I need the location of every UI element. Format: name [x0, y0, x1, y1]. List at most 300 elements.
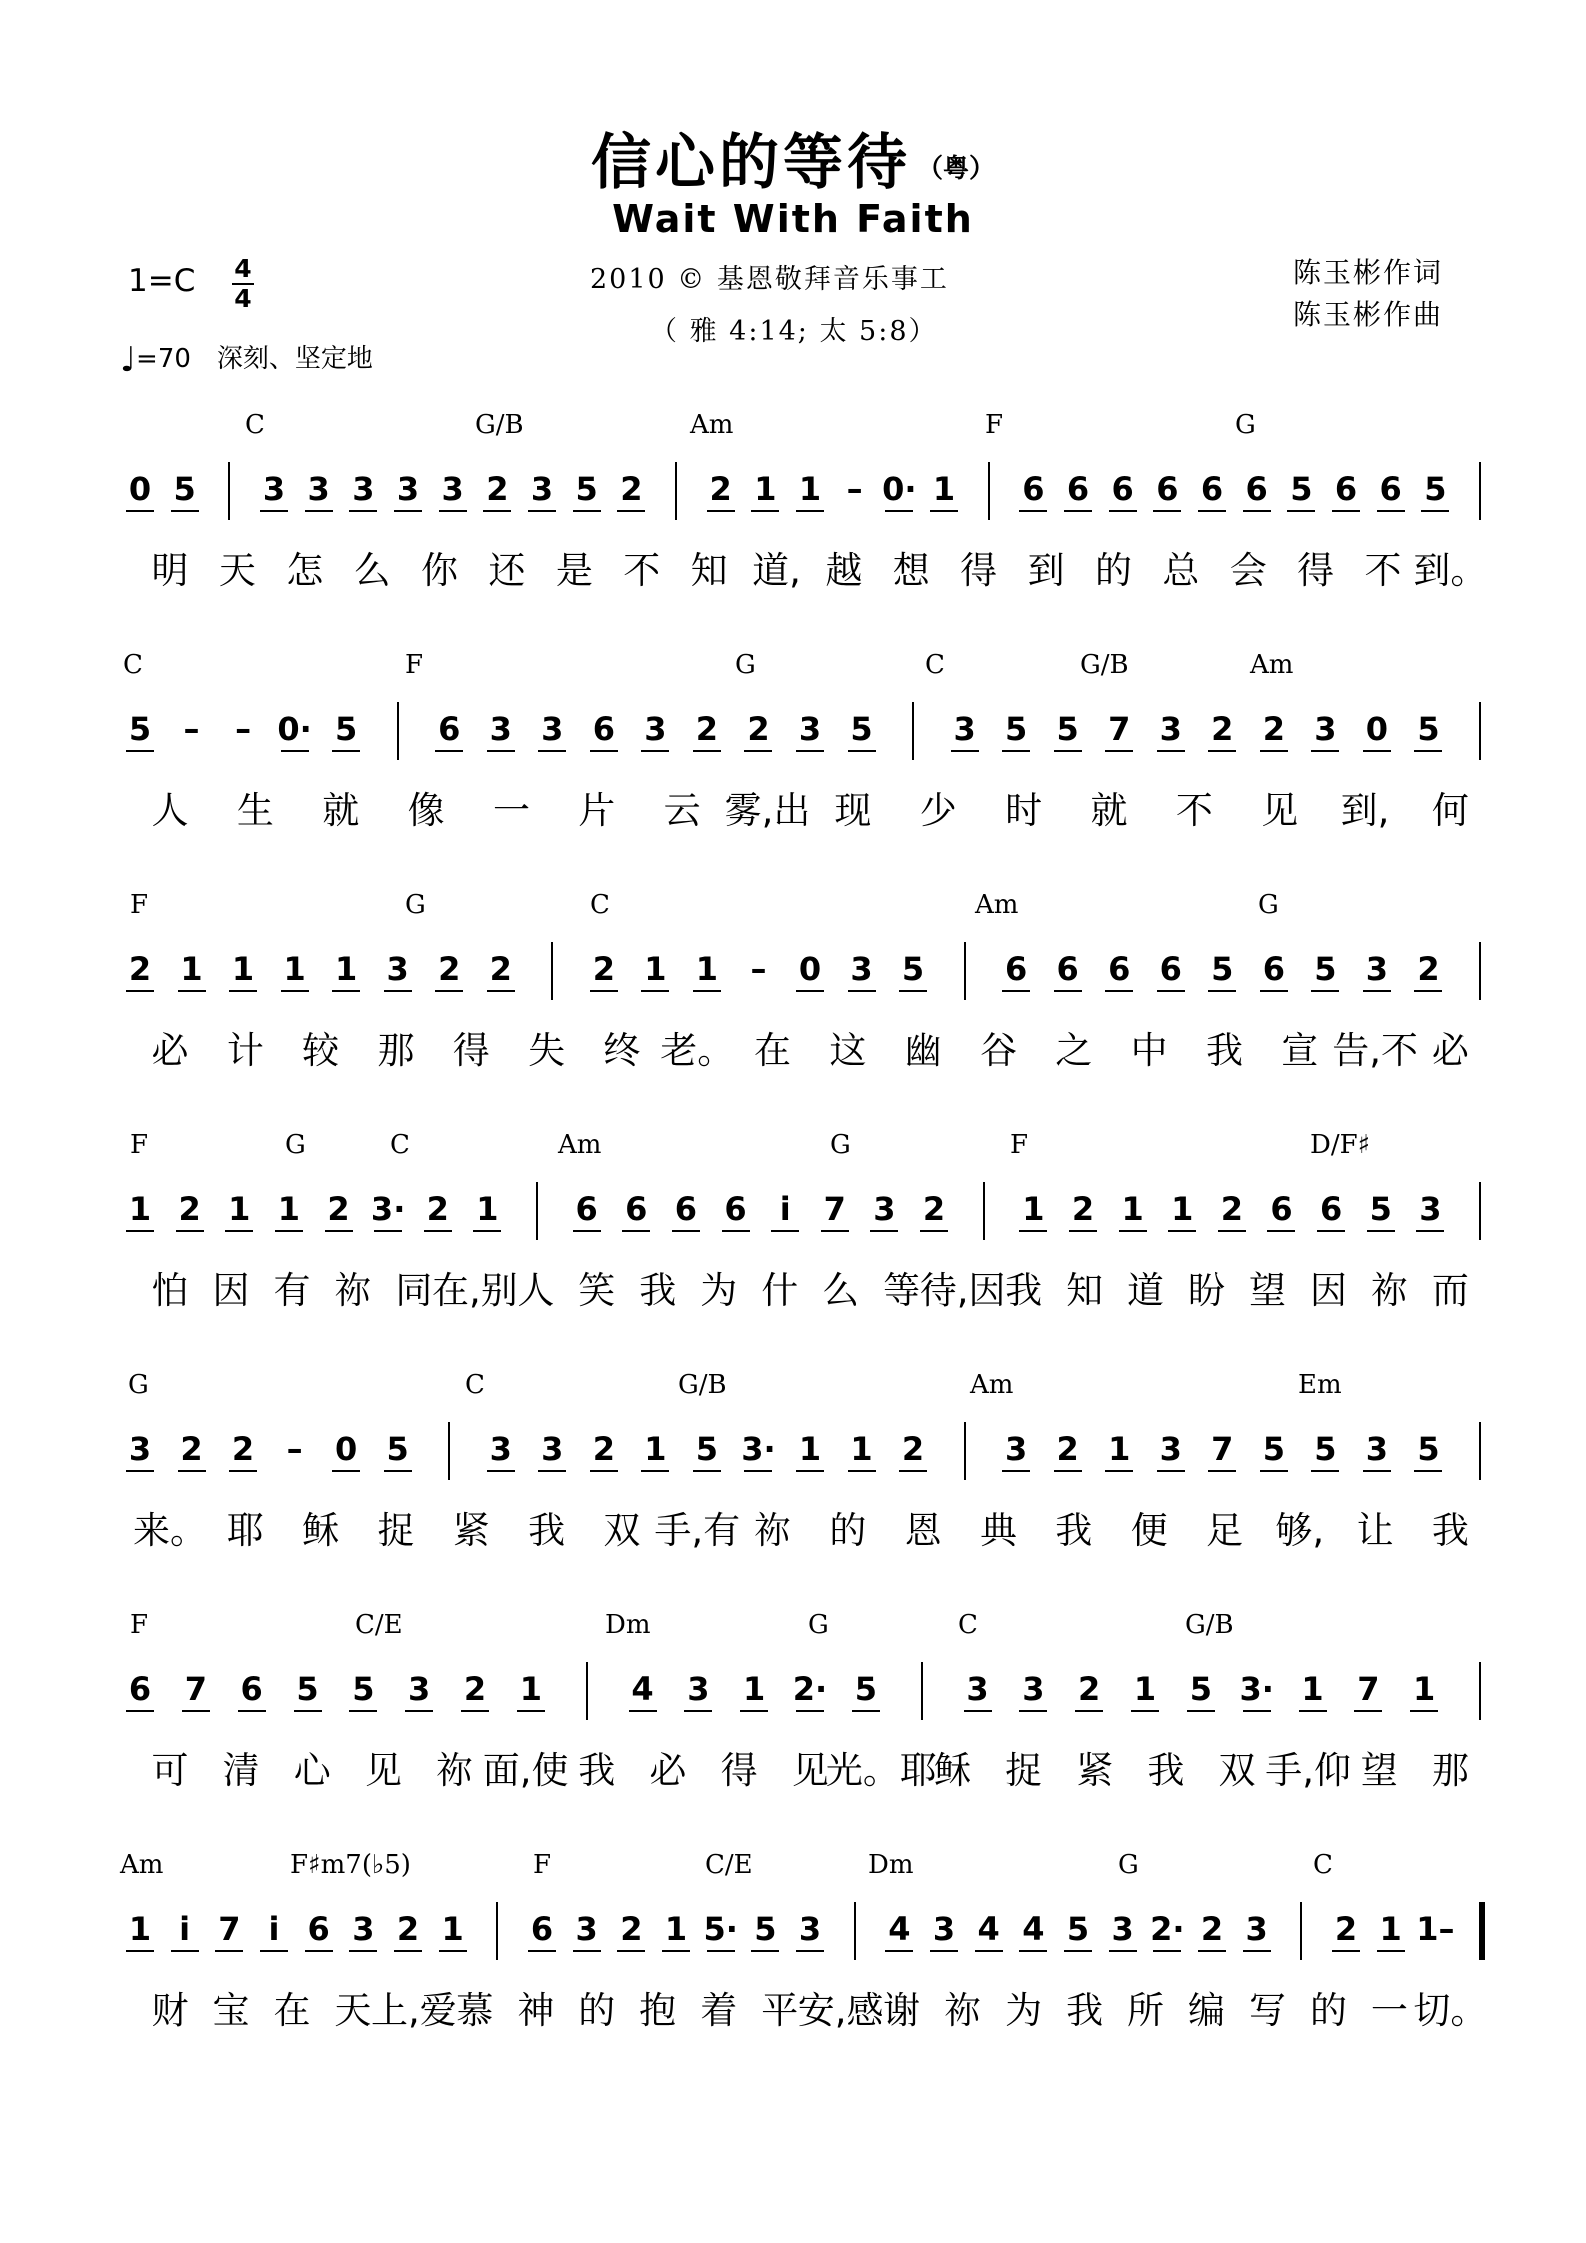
beam-line — [528, 1950, 556, 1952]
title-text: 信心的等待 — [590, 128, 911, 198]
beam-line — [126, 1710, 154, 1712]
beam-line — [332, 990, 360, 992]
beam-line — [1168, 1230, 1196, 1232]
beam-line — [1243, 1710, 1271, 1712]
lyric-syllable: 么 — [822, 1269, 860, 1312]
note: 5· — [703, 1910, 738, 1948]
lyric-syllable: 天 — [218, 549, 256, 592]
note: 1 — [695, 950, 719, 988]
lyric-syllable: 得 — [1297, 549, 1335, 592]
notes-row — [0, 1662, 1586, 1722]
beam-line — [751, 1950, 779, 1952]
beam-line — [852, 1710, 880, 1712]
barline — [496, 1902, 498, 1960]
beam-line — [281, 990, 309, 992]
note: 6 — [307, 1910, 330, 1948]
beam-line — [641, 990, 669, 992]
lyric-syllable: 到。 — [1413, 549, 1488, 592]
notes-row — [0, 1902, 1586, 1962]
lyric-syllable: 足 — [1205, 1509, 1243, 1552]
note: 0 — [128, 470, 152, 508]
lyric-syllable: 捉 — [1005, 1749, 1043, 1792]
beam-line — [260, 510, 288, 512]
beam-line — [1131, 1710, 1159, 1712]
lyric-syllable: 典 — [979, 1509, 1017, 1552]
beam-line — [1311, 1470, 1339, 1472]
chord-symbol: Em — [1298, 1370, 1342, 1400]
lyric-syllable: 恩 — [904, 1509, 942, 1552]
barline — [1479, 702, 1481, 760]
beam-line — [126, 1470, 154, 1472]
beam-line — [617, 1950, 645, 1952]
note: 1 — [1022, 1190, 1045, 1228]
beam-line — [1105, 1470, 1133, 1472]
note: 6 — [128, 1670, 152, 1708]
lyric-syllable: 清 — [222, 1749, 260, 1792]
lyric-syllable: 编 — [1188, 1989, 1225, 2032]
beam-line — [538, 750, 566, 752]
lyrics-row — [0, 780, 1586, 830]
lyric-syllable: 你 — [421, 549, 459, 592]
notes-row — [0, 942, 1586, 1002]
beam-line — [672, 1230, 700, 1232]
beam-line — [1287, 510, 1315, 512]
note: 5 — [352, 1670, 375, 1708]
note: 6 — [1379, 470, 1402, 508]
beam-line — [1218, 1230, 1246, 1232]
lyric-syllable: 双 — [1218, 1749, 1256, 1792]
note: 1 — [283, 950, 306, 988]
note: 6 — [1262, 950, 1285, 988]
chord-symbol: Am — [558, 1130, 602, 1160]
note: – — [846, 470, 863, 508]
chord-symbol: Am — [690, 410, 734, 440]
beam-line — [178, 1470, 206, 1472]
note: 6 — [1319, 1190, 1343, 1228]
beam-line — [622, 1230, 650, 1232]
beam-line — [1299, 1710, 1327, 1712]
note: – — [750, 950, 767, 988]
lyric-syllable: 同 — [395, 1269, 433, 1312]
barline — [854, 1902, 856, 1960]
beam-line — [641, 1470, 669, 1472]
note: 4 — [977, 1910, 1000, 1948]
beam-line — [1363, 750, 1391, 752]
lyric-syllable: 一 — [492, 789, 530, 832]
lyric-syllable: 计 — [226, 1029, 264, 1072]
chord-symbol: F — [985, 410, 1004, 440]
score-system — [0, 1850, 1586, 2050]
note: 5 — [850, 710, 873, 748]
beam-line — [722, 1230, 750, 1232]
note: 2 — [231, 1430, 255, 1468]
beam-line — [260, 1950, 288, 1952]
lyric-syllable: 而 — [1431, 1269, 1469, 1312]
lyric-syllable: 必 — [649, 1749, 687, 1792]
chord-symbol: F — [130, 1610, 149, 1640]
note: 6 — [1200, 470, 1224, 508]
note: 3 — [1111, 1910, 1134, 1948]
beam-line — [629, 1710, 657, 1712]
beam-line — [1187, 1710, 1215, 1712]
beam-line — [821, 1230, 849, 1232]
note: 3 — [128, 1430, 152, 1468]
barline — [551, 942, 553, 1000]
lyric-syllable: 那 — [377, 1029, 415, 1072]
note: – — [183, 710, 200, 748]
chord-symbol: G — [808, 1610, 829, 1640]
lyric-syllable: 天 — [334, 1989, 372, 2032]
beam-line — [951, 750, 979, 752]
lyric-syllable: 不 — [623, 549, 661, 592]
quarter-note-icon: ♩ — [120, 340, 137, 380]
note: 3 — [262, 470, 286, 508]
lyric-syllable: 祢 — [334, 1269, 372, 1312]
note: 1 — [441, 1910, 464, 1948]
beam-line — [487, 750, 515, 752]
beam-line — [1119, 1230, 1147, 1232]
beam-line — [744, 750, 772, 752]
lyric-syllable: 稣 — [933, 1749, 971, 1792]
lyric-syllable: 见 — [791, 1749, 829, 1792]
beam-line — [848, 1470, 876, 1472]
beam-line — [528, 510, 556, 512]
note: 2 — [1078, 1670, 1101, 1708]
note: 6 — [1111, 470, 1134, 508]
note: 1 — [932, 470, 956, 508]
beam-line — [229, 1470, 257, 1472]
lyric-syllable: 我 — [578, 1749, 616, 1792]
lyrics-row — [0, 540, 1586, 590]
lyric-syllable: 在 — [754, 1029, 792, 1072]
lyric-syllable: 必 — [151, 1029, 189, 1072]
note: 3 — [1314, 710, 1337, 748]
lyric-syllable: 片 — [578, 789, 616, 832]
note: 1 — [798, 470, 822, 508]
beam-line — [349, 1950, 377, 1952]
score-system — [0, 650, 1586, 850]
beam-line — [332, 750, 360, 752]
beam-line — [229, 990, 257, 992]
note: 3 — [1365, 950, 1389, 988]
note: 5 — [1314, 1430, 1337, 1468]
lyric-syllable: 失 — [528, 1029, 566, 1072]
note: 5 — [173, 470, 196, 508]
beam-line — [1109, 510, 1137, 512]
note: 5 — [1314, 950, 1337, 988]
notes-row — [0, 702, 1586, 762]
note: 4 — [631, 1670, 654, 1708]
chord-symbol: G — [735, 650, 756, 680]
lyric-syllable: 越 — [825, 549, 863, 592]
lyric-syllable: 告,不 — [1332, 1029, 1418, 1072]
beam-line — [281, 750, 309, 752]
barline — [397, 702, 399, 760]
note: 2 — [592, 950, 615, 988]
beam-line — [1208, 1470, 1236, 1472]
note: 2 — [463, 1670, 487, 1708]
note: 0 — [1365, 710, 1389, 748]
lyric-syllable: 宣 — [1281, 1029, 1319, 1072]
note: 6 — [240, 1670, 263, 1708]
lyric-syllable: 的 — [829, 1509, 867, 1552]
note: 6 — [1005, 950, 1028, 988]
note: 2 — [1262, 710, 1285, 748]
beam-line — [1414, 750, 1442, 752]
beam-line — [1019, 1230, 1047, 1232]
beam-line — [684, 1710, 712, 1712]
lyric-syllable: 紧 — [1076, 1749, 1114, 1792]
beam-line — [1153, 510, 1181, 512]
note: 3 — [352, 470, 375, 508]
note: 0· — [882, 470, 917, 508]
chord-symbol: G — [1235, 410, 1256, 440]
note: 6 — [724, 1190, 747, 1228]
chord-symbol: Am — [120, 1850, 164, 1880]
barline — [1479, 1662, 1481, 1720]
note: 1 — [798, 1430, 822, 1468]
beam-line — [899, 990, 927, 992]
lyric-syllable: 不 — [1175, 789, 1213, 832]
beam-line — [1260, 750, 1288, 752]
beam-line — [1054, 990, 1082, 992]
lyric-syllable: 上,爱 — [370, 1989, 457, 2032]
beam-line — [1317, 1230, 1345, 1232]
note: 3 — [396, 470, 420, 508]
note: 5 — [335, 710, 358, 748]
beam-line — [930, 1950, 958, 1952]
lyric-syllable: 见 — [364, 1749, 402, 1792]
lyric-syllable: 还 — [488, 549, 526, 592]
lyrics-row — [0, 1020, 1586, 1070]
lyric-syllable: 便 — [1130, 1509, 1168, 1552]
note: 0· — [277, 710, 312, 748]
note: 1 — [231, 950, 255, 988]
note: 1 — [1133, 1670, 1157, 1708]
lyric-syllable: 为 — [1005, 1989, 1043, 2032]
note: 5 — [128, 710, 152, 748]
note: 2 — [1334, 1910, 1358, 1948]
beam-line — [751, 510, 779, 512]
note: 3 — [489, 710, 512, 748]
chord-symbol: Am — [970, 1370, 1014, 1400]
beam-line — [1243, 1950, 1271, 1952]
chord-symbol: G/B — [678, 1370, 727, 1400]
barline — [586, 1662, 588, 1720]
beam-line — [1054, 1470, 1082, 1472]
note: 1 — [1379, 1910, 1402, 1948]
beam-line — [473, 1230, 501, 1232]
beam-line — [1198, 1950, 1226, 1952]
note: 2 — [747, 710, 770, 748]
beam-line — [590, 990, 618, 992]
note: 7 — [1357, 1670, 1380, 1708]
chord-symbol: F — [405, 650, 424, 680]
notes-row — [0, 462, 1586, 522]
note: 6 — [1056, 950, 1079, 988]
beam-line — [215, 1950, 243, 1952]
beam-line — [126, 750, 154, 752]
lyric-syllable: 光。耶 — [825, 1749, 937, 1792]
note: 3 — [307, 470, 330, 508]
beam-line — [1416, 1230, 1444, 1232]
score-system — [0, 890, 1586, 1090]
lyric-syllable: 抱 — [639, 1989, 677, 2032]
note: 2 — [709, 470, 732, 508]
lyric-syllable: 就 — [1090, 789, 1128, 832]
beam-line — [590, 1470, 618, 1472]
lyric-syllable: 神 — [517, 1989, 555, 2032]
beam-line — [1069, 1230, 1097, 1232]
beam-line — [1019, 1710, 1047, 1712]
beam-line — [1332, 1950, 1360, 1952]
beam-line — [1354, 1710, 1382, 1712]
lyric-syllable: 怕 — [151, 1269, 189, 1312]
beam-line — [405, 1710, 433, 1712]
lyric-syllable: 一 — [1370, 1989, 1408, 2032]
lyric-syllable: 雾,出 — [724, 789, 811, 832]
time-top: 4 — [234, 254, 252, 283]
chord-symbol: G — [285, 1130, 306, 1160]
beam-line — [1377, 1950, 1405, 1952]
note: 6 — [592, 710, 615, 748]
note: 3 — [798, 1910, 822, 1948]
beam-line — [1064, 510, 1092, 512]
note: 0 — [798, 950, 822, 988]
beam-line — [126, 990, 154, 992]
note: 6 — [1334, 470, 1358, 508]
note: 1 — [476, 1190, 499, 1228]
lyric-syllable: 明 — [151, 549, 189, 592]
lyrics-row — [0, 1740, 1586, 1790]
lyric-syllable: 待,因 — [919, 1269, 1006, 1312]
barline — [675, 462, 677, 520]
barline — [988, 462, 990, 520]
lyric-syllable: 等 — [883, 1269, 921, 1312]
note: 6 — [1156, 470, 1179, 508]
beam-line — [1002, 750, 1030, 752]
chord-symbol: C — [958, 1610, 978, 1640]
note: 2· — [1150, 1910, 1185, 1948]
beam-line — [1363, 1470, 1391, 1472]
beam-line — [899, 1470, 927, 1472]
lyric-syllable: 让 — [1356, 1509, 1394, 1552]
lyric-syllable: 幽 — [904, 1029, 942, 1072]
beam-line — [1332, 510, 1360, 512]
chord-symbol: F — [533, 1850, 552, 1880]
note: 5 — [1066, 1910, 1090, 1948]
chord-symbol: C — [1313, 1850, 1333, 1880]
note: 1 — [1413, 1670, 1436, 1708]
lyric-syllable: 得 — [720, 1749, 758, 1792]
barline — [1300, 1902, 1302, 1960]
beam-line — [740, 1710, 768, 1712]
note: 3 — [408, 1670, 431, 1708]
lyric-syllable: 到 — [1027, 549, 1065, 592]
note: 2 — [620, 1910, 643, 1948]
note: 3· — [1239, 1670, 1274, 1708]
beam-line — [126, 1230, 154, 1232]
beam-line — [1311, 750, 1339, 752]
beam-line — [870, 1230, 898, 1232]
note: 5 — [1417, 1430, 1440, 1468]
note: 3 — [1365, 1430, 1389, 1468]
lyric-syllable: 这 — [829, 1029, 867, 1072]
lyric-syllable: 祢 — [944, 1989, 982, 2032]
note: 2 — [327, 1190, 350, 1228]
notes-row — [0, 1422, 1586, 1482]
beam-line — [1019, 1950, 1047, 1952]
beam-line — [171, 510, 199, 512]
note: 6 — [530, 1910, 554, 1948]
lyrics-row — [0, 1980, 1586, 2030]
lyric-syllable: 时 — [1005, 789, 1043, 832]
chord-symbol: G — [128, 1370, 149, 1400]
note: 3 — [850, 950, 873, 988]
note: 5 — [901, 950, 925, 988]
barline — [964, 942, 966, 1000]
lyric-syllable: 稣 — [302, 1509, 340, 1552]
chord-symbol: C — [465, 1370, 485, 1400]
note: 7 — [1108, 710, 1131, 748]
note: 1 — [743, 1670, 766, 1708]
note: 6 — [1022, 470, 1045, 508]
composer-credit: 陈玉彬作曲 — [1293, 298, 1444, 331]
beam-line — [349, 1710, 377, 1712]
beam-line — [538, 1470, 566, 1472]
note: 4 — [1022, 1910, 1045, 1948]
page-subtitle: Wait With Faith — [612, 197, 974, 241]
lyric-syllable: 少 — [919, 789, 957, 832]
note: 1 — [644, 950, 667, 988]
note: 2· — [792, 1670, 828, 1708]
beam-line — [439, 510, 467, 512]
beam-line — [394, 510, 422, 512]
lyric-syllable: 捉 — [377, 1509, 415, 1552]
beam-line — [930, 510, 958, 512]
lyric-syllable: 双 — [603, 1509, 641, 1552]
lyric-syllable: 财 — [151, 1989, 189, 2032]
beam-line — [1377, 510, 1405, 512]
title-tag: （粤） — [916, 154, 995, 184]
lyric-syllable: 着 — [700, 1989, 738, 2032]
beam-line — [1002, 990, 1030, 992]
beam-line — [1054, 750, 1082, 752]
beam-line — [662, 1950, 690, 1952]
note: 5 — [1005, 710, 1028, 748]
lyric-syllable: 云 — [663, 789, 701, 832]
lyric-syllable: 像 — [407, 789, 445, 832]
note: 3 — [644, 710, 667, 748]
note: – — [286, 1430, 303, 1468]
note: i — [268, 1910, 280, 1948]
beam-line — [1260, 990, 1288, 992]
beam-line — [796, 750, 824, 752]
note: 5 — [695, 1430, 719, 1468]
final-barline — [1479, 1902, 1485, 1960]
lyric-syllable: 我 — [1431, 1509, 1469, 1552]
score-system — [0, 1130, 1586, 1330]
lyric-syllable: 何 — [1431, 789, 1469, 832]
beam-line — [374, 1230, 402, 1232]
note: 2 — [1056, 1430, 1079, 1468]
beam-line — [1198, 510, 1226, 512]
lyric-syllable: 终 — [603, 1029, 641, 1072]
note: 5 — [386, 1430, 409, 1468]
note: 5 — [754, 1910, 777, 1948]
lyric-syllable: 想 — [892, 549, 930, 592]
note: 1 — [128, 1190, 152, 1228]
